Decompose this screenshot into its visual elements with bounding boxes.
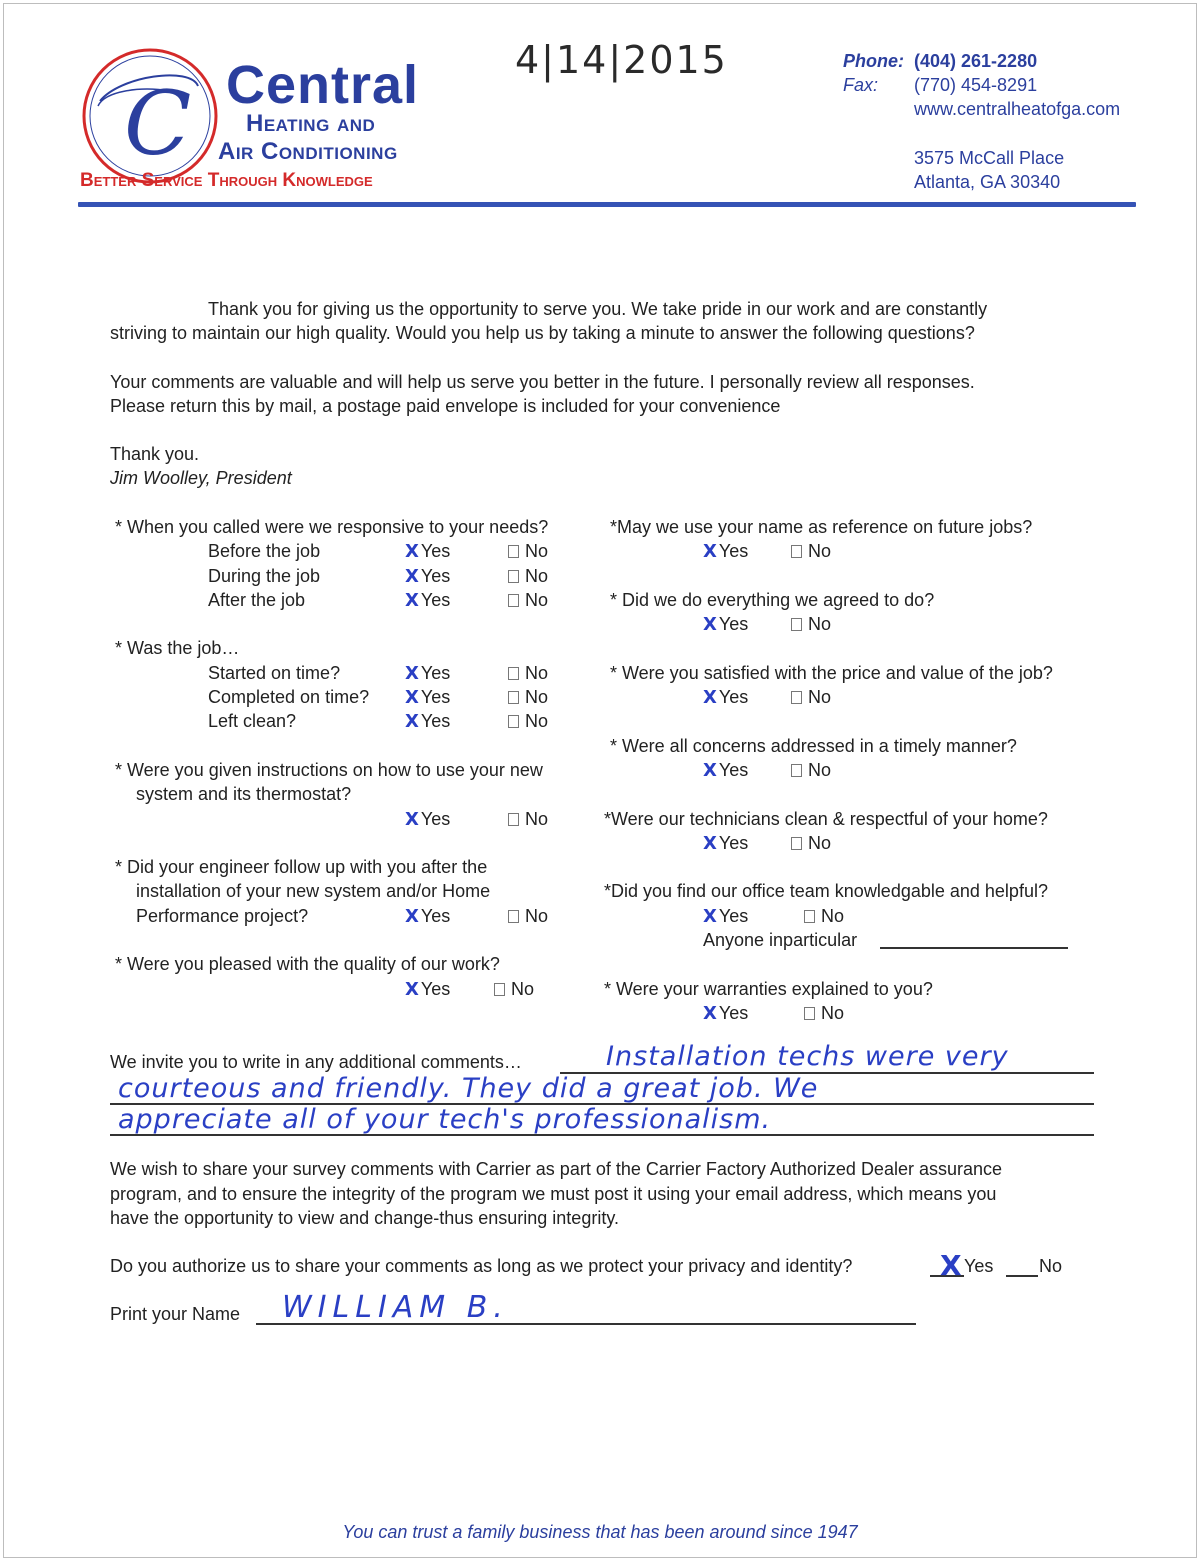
brand-subtitle-2: Air Conditioning [218,138,398,165]
check-x-icon: X [703,906,717,927]
no-option[interactable]: No [508,687,548,708]
check-x-icon: X [405,979,419,1000]
header-divider [78,202,1136,207]
question-concerns: * Were all concerns addressed in a timely manner? [610,736,1017,756]
checkbox-icon [791,837,802,850]
check-x-icon: X [405,906,419,927]
yes-option-checked[interactable]: X Yes [405,590,451,611]
checkbox-icon [508,715,519,728]
handwritten-name: WILLIAM B. [282,1290,509,1325]
no-option[interactable]: No [508,663,548,684]
carrier-paragraph-2: program, and to ensure the integrity of the program we must post it using your email address, which means you [110,1184,997,1204]
authorize-no-line [1006,1275,1038,1277]
brand-subtitle-1: Heating and [246,110,376,137]
question-instructions-1: * Were you given instructions on how to use your new [115,760,543,780]
carrier-paragraph-1: We wish to share your survey comments with Carrier as part of the Carrier Factory Authorized Dealer assurance [110,1159,1003,1179]
comments-prompt: We invite you to write in any additional comments… [110,1052,522,1072]
check-x-icon: X [405,663,419,684]
no-option[interactable]: No [508,711,548,732]
anyone-in-particular-field[interactable] [880,947,1068,949]
check-x-icon: X [405,809,419,830]
yes-option-checked[interactable]: X Yes [703,614,749,635]
checkbox-icon [804,910,815,923]
check-x-icon: X [405,566,419,587]
checkbox-icon [791,691,802,704]
no-option[interactable]: No [791,614,831,635]
yes-option-checked[interactable]: X Yes [703,687,749,708]
address-line-2: Atlanta, GA 30340 [914,172,1061,192]
check-x-icon: X [405,711,419,732]
phone-label: Phone: [843,51,904,71]
carrier-paragraph-3: have the opportunity to view and change-thus ensuring integrity. [110,1208,619,1228]
question-office-team: *Did you find our office team knowledgable and helpful? [604,881,1048,901]
check-x-icon: X [703,541,717,562]
handwritten-comment-2: courteous and friendly. They did a great job. We [118,1073,819,1104]
question-follow-up-1: * Did your engineer follow up with you after the [115,857,488,877]
thanks-text: Thank you. [110,444,200,464]
yes-option-checked[interactable]: X Yes [405,663,451,684]
authorize-no-option[interactable]: No [1039,1256,1063,1276]
item-during-job: During the job [208,566,321,586]
check-x-icon: X [405,541,419,562]
check-x-icon: X [703,833,717,854]
checkbox-icon [508,545,519,558]
intro-paragraph-2a: Your comments are valuable and will help us serve you better in the future. I personally review all responses. [110,372,975,392]
no-option[interactable]: No [508,541,548,562]
checkbox-icon [494,983,505,996]
no-option[interactable]: No [508,590,548,611]
no-option[interactable]: No [804,1003,844,1024]
intro-paragraph-2b: Please return this by mail, a postage paid envelope is included for your convenience [110,396,781,416]
phone-number: (404) 261-2280 [914,51,1038,71]
no-option[interactable]: No [791,760,831,781]
signer-name: Jim Woolley, President [110,468,292,488]
yes-option-checked[interactable]: X Yes [703,760,749,781]
checkbox-icon [791,618,802,631]
checkbox-icon [508,910,519,923]
checkbox-icon [508,813,519,826]
fax-label: Fax: [843,75,879,95]
checkbox-icon [508,667,519,680]
fax-number: (770) 454-8291 [914,75,1038,95]
question-warranties: * Were your warranties explained to you? [604,979,933,999]
question-instructions-2: system and its thermostat? [136,784,352,804]
yes-option-checked[interactable]: X Yes [703,1003,749,1024]
tagline: Better Service Through Knowledge [80,170,373,191]
no-option[interactable]: No [791,833,831,854]
no-option[interactable]: No [508,906,548,927]
logo-letter: C [124,72,192,175]
checkbox-icon [791,764,802,777]
check-x-icon: X [703,760,717,781]
print-name-label: Print your Name [110,1304,241,1324]
no-option[interactable]: No [804,906,844,927]
item-completed-on-time: Completed on time? [208,687,370,707]
yes-option-checked[interactable]: X Yes [405,906,451,927]
item-after-job: After the job [208,590,306,610]
item-started-on-time: Started on time? [208,663,341,683]
company-logo [80,46,220,186]
no-option[interactable]: No [791,687,831,708]
yes-option-checked[interactable]: X Yes [405,979,451,1000]
yes-option-checked[interactable]: X Yes [703,541,749,562]
question-quality: * Were you pleased with the quality of our work? [115,954,500,974]
anyone-in-particular-label: Anyone inparticular [703,930,858,950]
yes-option-checked[interactable]: X Yes [405,711,451,732]
check-x-icon: X [405,590,419,611]
handwritten-comment-3: appreciate all of your tech's professionalism. [118,1104,772,1135]
yes-option-checked[interactable]: X Yes [405,809,451,830]
yes-option-checked[interactable]: X Yes [405,687,451,708]
check-x-icon: X [703,614,717,635]
intro-paragraph-1b: striving to maintain our high quality. Would you help us by taking a minute to answer the following questions? [110,323,975,343]
item-left-clean: Left clean? [208,711,297,731]
question-was-the-job: * Was the job… [115,638,240,658]
item-before-job: Before the job [208,541,321,561]
question-technicians: *Were our technicians clean & respectful of your home? [604,809,1048,829]
handwritten-date: 4|14|2015 [515,38,728,82]
check-x-icon: X [405,687,419,708]
yes-option-checked[interactable]: X Yes [405,541,451,562]
intro-paragraph-1a: Thank you for giving us the opportunity to serve you. We take pride in our work and are constantly [208,299,988,319]
yes-option-checked[interactable]: X Yes [405,566,451,587]
authorize-question: Do you authorize us to share your comments as long as we protect your privacy and identity? [110,1256,853,1276]
no-option[interactable]: No [791,541,831,562]
check-x-icon: X [703,1003,717,1024]
authorize-check-x-icon: X [940,1249,962,1282]
brand-name: Central [226,55,420,115]
yes-option-checked[interactable]: X Yes [703,833,749,854]
checkbox-icon [791,545,802,558]
website: www.centralheatofga.com [914,99,1121,119]
authorize-yes-option[interactable]: Yes [964,1256,994,1276]
footer-slogan: You can trust a family business that has been around since 1947 [342,1522,858,1542]
no-option[interactable]: No [494,979,534,1000]
no-option[interactable]: No [508,809,548,830]
question-responsive: * When you called were we responsive to your needs? [115,517,549,537]
question-follow-up-3: Performance project? [136,906,309,926]
checkbox-icon [508,594,519,607]
checkbox-icon [508,691,519,704]
checkbox-icon [804,1007,815,1020]
check-x-icon: X [703,687,717,708]
question-agreed: * Did we do everything we agreed to do? [610,590,935,610]
yes-option-checked[interactable]: X Yes [703,906,749,927]
address-line-1: 3575 McCall Place [914,148,1065,168]
handwritten-comment-1: Installation techs were very [606,1041,1009,1072]
checkbox-icon [508,570,519,583]
no-option[interactable]: No [508,566,548,587]
question-price-value: * Were you satisfied with the price and value of the job? [610,663,1053,683]
question-follow-up-2: installation of your new system and/or Home [136,881,491,901]
question-reference: *May we use your name as reference on future jobs? [610,517,1033,537]
